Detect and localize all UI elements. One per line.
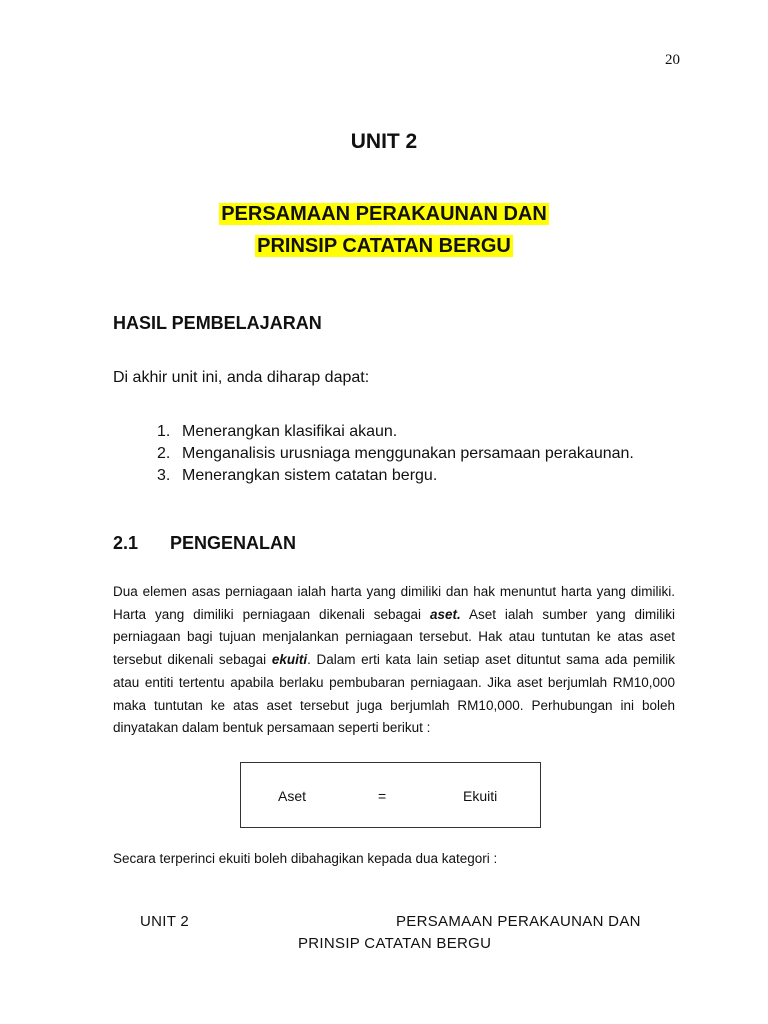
objective-number: 3.	[157, 467, 171, 484]
equation-box	[240, 762, 541, 828]
objective-number: 2.	[157, 445, 171, 462]
term-ekuiti: ekuiti	[271, 652, 308, 668]
page-number: 20	[665, 52, 680, 68]
paragraph-part3: . Dalam erti kata lain setiap aset dituntut sama ada pemilik atau entiti tertentu apabila berlaku pembubaran perniagaan. Jika aset berjumlah RM10,000 maka tuntutan ke atas aset tersebut juga berjumlah RM10,000. Perhubungan ini boleh dinyatakan dalam bentuk persamaan seperti berikut :	[113, 652, 675, 736]
objective-text: Menerangkan klasifikai akaun.	[182, 423, 398, 440]
objective-item	[157, 465, 634, 487]
objective-item	[157, 421, 634, 443]
unit-title: UNIT 2	[350, 130, 418, 153]
section-title: PENGENALAN	[170, 533, 297, 553]
learning-outcomes-heading: HASIL PEMBELAJARAN	[113, 313, 322, 333]
objective-number: 1.	[157, 423, 171, 440]
equation-right: Ekuiti	[463, 788, 498, 804]
objective-text: Menerangkan sistem catatan bergu.	[182, 467, 438, 484]
chapter-title-line1: PERSAMAAN PERAKAUNAN DAN	[221, 203, 547, 225]
objectives-list	[157, 421, 634, 487]
paragraph-part2: Aset ialah sumber yang dimiliki perniagaan bagi tujuan menjalankan perniagaan tersebut. Hak atau tuntutan ke atas aset tersebut dikenali sebagai	[113, 606, 676, 668]
footer-title-line1: PERSAMAAN PERAKAUNAN DAN	[396, 913, 641, 930]
learning-outcomes-intro: Di akhir unit ini, anda diharap dapat:	[113, 369, 370, 386]
equation-sign: =	[378, 788, 387, 804]
paragraph-part1: Dua elemen asas perniagaan ialah harta yang dimiliki dan hak menuntut harta yang dimiliki. Harta yang dimiliki perniagaan dikenali sebagai	[113, 584, 675, 622]
footer-title-line2: PRINSIP CATATAN BERGU	[298, 935, 492, 952]
section-number: 2.1	[113, 533, 139, 553]
chapter-title	[0, 198, 768, 262]
objective-item	[157, 443, 634, 465]
footer-unit: UNIT 2	[140, 913, 190, 930]
objective-text: Menganalisis urusniaga menggunakan persamaan perakaunan.	[182, 445, 634, 462]
section-heading	[113, 533, 296, 554]
equation-left: Aset	[278, 788, 307, 804]
term-aset: aset.	[430, 606, 461, 622]
intro-paragraph	[113, 581, 675, 740]
closing-sentence: Secara terperinci ekuiti boleh dibahagikan kepada dua kategori :	[113, 851, 498, 866]
chapter-title-line2: PRINSIP CATATAN BERGU	[257, 235, 511, 257]
